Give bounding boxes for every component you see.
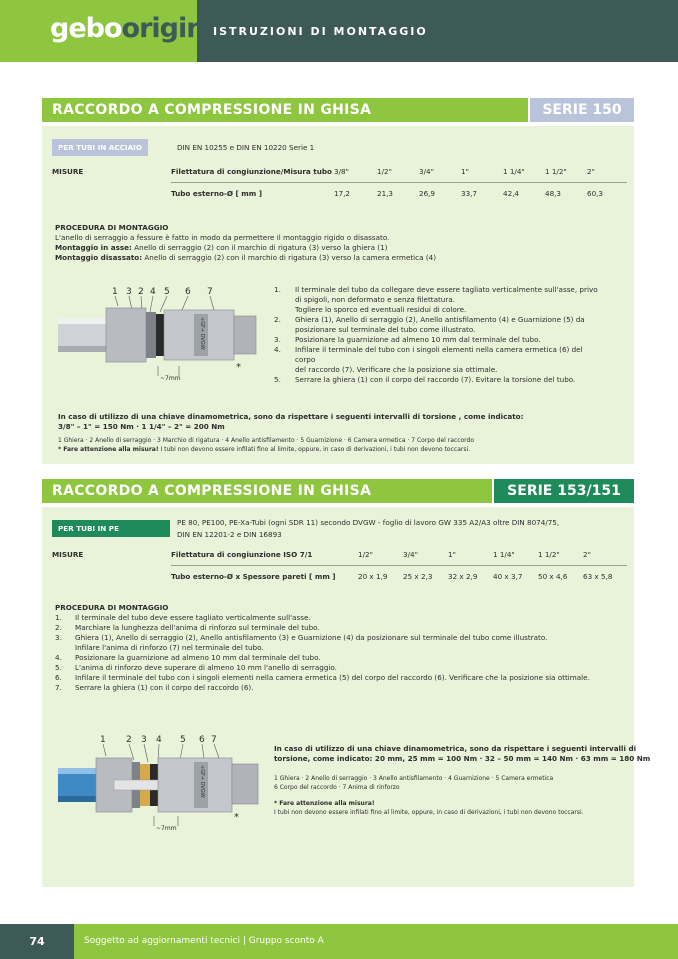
section1-row2-label: Tubo esterno-Ø [ mm ] — [171, 189, 263, 198]
section1-step-line: Il terminale del tubo da collegare deve essere tagliato verticalmente sull'asse, privo — [295, 285, 598, 294]
section2-legend-line1: 1 Ghiera · 2 Anello di serraggio · 3 Anello antisfilamento · 4 Guarnizione · 5 Camera ermetica — [274, 775, 554, 782]
section1-row2-cell: 42,4 — [503, 189, 520, 198]
section2-row1-label: Filettatura di congiunzione ISO 7/1 — [171, 550, 313, 559]
section1-step-number: 3. — [274, 335, 281, 344]
diagram1-part-number: 5 — [164, 287, 170, 297]
diagram1-part-number: 4 — [150, 287, 156, 297]
section2-step-line: Marchiare la lunghezza dell'anima di rinforzo sul terminale del tubo. — [75, 623, 320, 632]
section1-torque-values: 3/8" – 1" = 150 Nm · 1 1/4" – 2" = 200 Nm — [58, 422, 225, 431]
section2-step-number: 6. — [55, 673, 62, 682]
diagram1-mm-label: ~7mm — [160, 375, 181, 382]
page-footer — [0, 924, 678, 959]
section2-row2-cell: 25 x 2,3 — [403, 572, 433, 581]
section1-serie-badge: SERIE 150 — [530, 98, 634, 122]
section2-note-title: * Fare attenzione alla misura! — [274, 800, 375, 807]
logo-block — [0, 0, 230, 62]
section2-row2-cell: 50 x 4,6 — [538, 572, 568, 581]
diagram1-part-number: 1 — [112, 287, 118, 297]
section1-title: RACCORDO A COMPRESSIONE IN GHISA — [42, 98, 528, 122]
section1-legend: 1 Ghiera · 2 Anello di serraggio · 3 Marchio di rigatura · 4 Anello antisfilamento · 5 Guarnizione · 6 Camera ermetica · 7 Corpo del raccordo — [58, 437, 475, 444]
section1-misure-label: MISURE — [52, 167, 84, 176]
section1-row2-cell: 33,7 — [461, 189, 478, 198]
footer-text: Soggetto ad aggiornamenti tecnici | Gruppo sconto A — [84, 936, 324, 946]
section2-row2-cell: 32 x 2,9 — [448, 572, 478, 581]
section1-procedure-intro: L'anello di serraggio a fessure è fatto in modo da permettere il montaggio rigido o disassato. — [55, 233, 390, 242]
section2-row1-cell: 2" — [583, 550, 591, 559]
section2-row1-cell: 3/4" — [403, 550, 418, 559]
section2-step-number: 7. — [55, 683, 62, 692]
section2-step-line: Infilare il terminale del tubo con i singoli elementi nella camera ermetica (5) del corpo del raccordo (6). Verificare che la posizione sia ottimale. — [75, 673, 590, 682]
diagram2-part-number: 6 — [199, 735, 205, 745]
section1-step-line: Infilare il terminale del tubo con i singoli elementi nella camera ermetica (6) del — [295, 345, 583, 354]
section1-montaggio-asse: Montaggio in asse: Anello di serraggio (2) con il marchio di rigatura (3) verso la ghiera (1) — [55, 243, 388, 252]
section2-row1-cell: 1" — [448, 550, 456, 559]
section2-row2-cell: 63 x 5,8 — [583, 572, 613, 581]
section1-torque-intro: In caso di utilizzo di una chiave dinamometrica, sono da rispettare i seguenti intervalli di torsione , come indicato: — [58, 412, 524, 421]
section2-norm-line2: DIN EN 12201-2 e DIN 16893 — [177, 530, 282, 539]
section1-step-line: del raccordo (7). Verificare che la posizione sia ottimale. — [295, 365, 498, 374]
section2-row1-cell: 1 1/4" — [493, 550, 515, 559]
section1-row1-cell: 1 1/2" — [545, 167, 567, 176]
section1-step-number: 5. — [274, 375, 281, 384]
section1-panel — [42, 126, 634, 464]
section1-row1-cell: 1 1/4" — [503, 167, 525, 176]
section1-row1-cell: 1/2" — [377, 167, 392, 176]
section2-step-line: Infilare l'anima di rinforzo (7) nel terminale del tubo. — [75, 643, 264, 652]
section2-misure-label: MISURE — [52, 550, 84, 559]
section1-table-divider — [171, 182, 627, 183]
diagram1-brand: +GF+ DVGW — [199, 317, 205, 350]
section2-torque-values: torsione, come indicato: 20 mm, 25 mm = 100 Nm · 32 – 50 mm = 140 Nm · 63 mm = 180 Nm — [274, 754, 651, 763]
section1-step-number: 4. — [274, 345, 281, 354]
fitting-diagram-steel — [54, 284, 264, 384]
section2-step-line: Il terminale del tubo deve essere tagliato verticalmente sull'asse. — [75, 613, 311, 622]
diagram2-part-number: 2 — [126, 735, 132, 745]
section2-row2-cell: 40 x 3,7 — [493, 572, 523, 581]
diagram1-part-number: 3 — [126, 287, 132, 297]
section1-step-number: 2. — [274, 315, 281, 324]
diagram2-part-number: 7 — [211, 735, 217, 745]
diagram1-star: * — [236, 362, 241, 373]
section2-table-divider — [171, 565, 627, 566]
section2-step-number: 2. — [55, 623, 62, 632]
section1-row2-cell: 60,3 — [587, 189, 604, 198]
header-title: ISTRUZIONI DI MONTAGGIO — [213, 25, 428, 38]
section1-row2-cell: 17,2 — [334, 189, 351, 198]
section1-step-line: posizionare sul terminale del tubo come illustrato. — [295, 325, 476, 334]
section1-step-line: Togliere lo sporco ed eventuali residui di colore. — [295, 305, 467, 314]
diagram2-part-number: 1 — [100, 735, 106, 745]
section2-step-line: Ghiera (1), Anello di serraggio (2), Anello antisfilamento (3) e Guarnizione (4) da posizionare sul terminale del tubo come illustrato. — [75, 633, 548, 642]
section1-row2-cell: 48,3 — [545, 189, 562, 198]
section1-note: * Fare attenzione alla misura! I tubi non devono essere infilati fino al limite, oppure, in caso di derivazioni, i tubi non devono toccarsi. — [58, 446, 471, 453]
section2-step-number: 5. — [55, 663, 62, 672]
section1-tube-tag: PER TUBI IN ACCIAIO — [52, 139, 148, 156]
section1-row2-cell: 21,3 — [377, 189, 394, 198]
page-header — [0, 0, 678, 62]
section2-step-line: Posizionare la guarnizione ad almeno 10 mm dal terminale del tubo. — [75, 653, 321, 662]
section2-step-line: L'anima di rinforzo deve superare di almeno 10 mm l'anello di serraggio. — [75, 663, 337, 672]
section2-tube-tag: PER TUBI IN PE — [52, 520, 170, 537]
section2-panel — [42, 507, 651, 887]
section2-norm-line1: PE 80, PE100, PE-Xa-Tubi (ogni SDR 11) secondo DVGW - foglio di lavoro GW 335 A2/A3 oltre DIN 8074/75, — [177, 518, 560, 527]
section2-title: RACCORDO A COMPRESSIONE IN GHISA — [42, 479, 492, 503]
diagram1-part-number: 7 — [207, 287, 213, 297]
diagram2-brand: +GF+ DVGW — [199, 765, 205, 798]
diagram1-part-number: 2 — [138, 287, 144, 297]
section1-row1-cell: 3/4" — [419, 167, 434, 176]
section2-procedure-title: PROCEDURA DI MONTAGGIO — [55, 603, 169, 612]
section2-row1-cell: 1 1/2" — [538, 550, 560, 559]
section1-step-line: di spigoli, non deformato e senza filettatura. — [295, 295, 456, 304]
section1-row1-cell: 2" — [587, 167, 595, 176]
section1-row1-cell: 1" — [461, 167, 469, 176]
section1-step-number: 1. — [274, 285, 281, 294]
section2-row2-cell: 20 x 1,9 — [358, 572, 388, 581]
diagram2-part-number: 5 — [180, 735, 186, 745]
section1-step-line: Ghiera (1), Anello di serraggio (2), Anello antisfilamento (4) e Guarnizione (5) da — [295, 315, 585, 324]
section1-step-line: Serrare la ghiera (1) con il corpo del raccordo (7). Evitare la torsione del tubo. — [295, 375, 576, 384]
gebo-logo: gebooriginal — [50, 13, 230, 44]
diagram2-mm-label: ~7mm — [156, 825, 177, 832]
diagram2-part-number: 3 — [141, 735, 147, 745]
section1-norm: DIN EN 10255 e DIN EN 10220 Serie 1 — [177, 143, 315, 152]
section2-step-line: Serrare la ghiera (1) con il corpo del raccordo (6). — [75, 683, 254, 692]
diagram2-part-number: 4 — [156, 735, 162, 745]
section2-step-number: 3. — [55, 633, 62, 642]
section2-legend-line2: 6 Corpo del raccordo · 7 Anima di rinforzo — [274, 784, 400, 791]
section2-row2-label: Tubo esterno-Ø x Spessore pareti [ mm ] — [171, 572, 336, 581]
section2-serie-badge: SERIE 153/151 — [494, 479, 634, 503]
section1-step-line: Posizionare la guarnizione ad almeno 10 mm dal terminale del tubo. — [295, 335, 541, 344]
section1-procedure-title: PROCEDURA DI MONTAGGIO — [55, 223, 169, 232]
section1-row1-cell: 3/8" — [334, 167, 349, 176]
section1-step-line: corpo — [295, 355, 316, 364]
section1-row1-label: Filettatura di congiunzione/Misura tubo — [171, 167, 332, 176]
section2-step-number: 4. — [55, 653, 62, 662]
section1-montaggio-disassato: Montaggio disassato: Anello di serraggio (2) con il marchio di rigatura (3) verso la camera ermetica (4) — [55, 253, 436, 262]
section2-row1-cell: 1/2" — [358, 550, 373, 559]
section1-row2-cell: 26,9 — [419, 189, 436, 198]
section2-step-number: 1. — [55, 613, 62, 622]
page-number: 74 — [0, 924, 74, 959]
section2-note-text: I tubi non devono essere infilati fino al limite, oppure, in caso di derivazioni, i tubi non devono toccarsi. — [274, 809, 584, 816]
diagram2-star: * — [234, 812, 239, 823]
fitting-diagram-pe — [54, 732, 269, 832]
diagram1-part-number: 6 — [185, 287, 191, 297]
section2-torque-intro: In caso di utilizzo di una chiave dinamometrica, sono da rispettare i seguenti intervalli di — [274, 744, 637, 753]
